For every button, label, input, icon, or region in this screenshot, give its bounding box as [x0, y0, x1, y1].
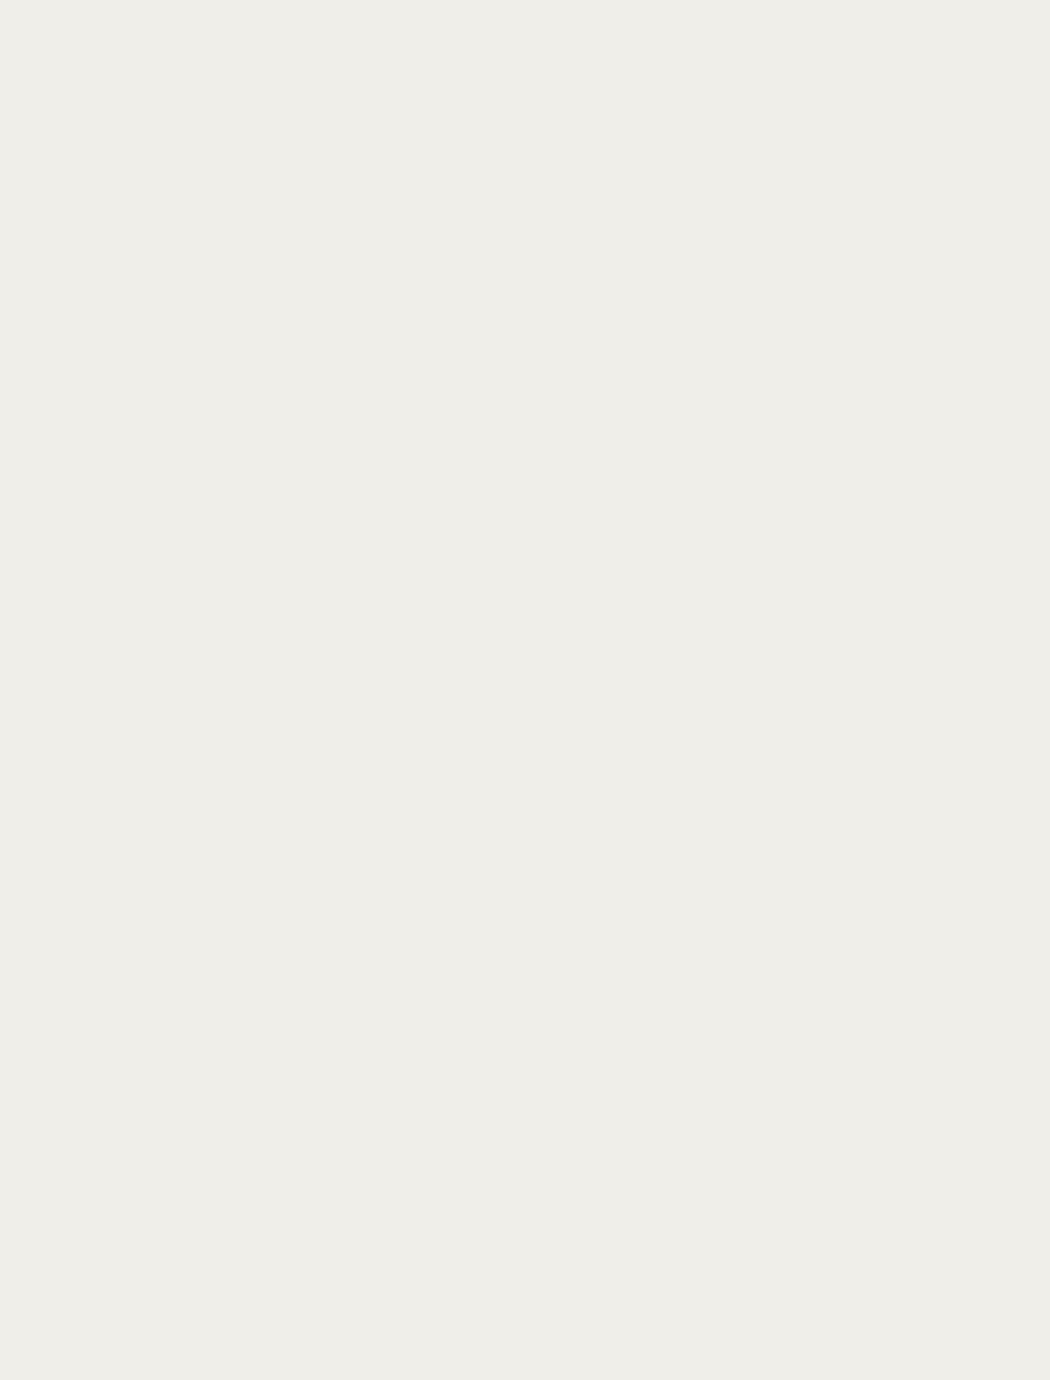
record-grid — [0, 0, 1050, 1380]
